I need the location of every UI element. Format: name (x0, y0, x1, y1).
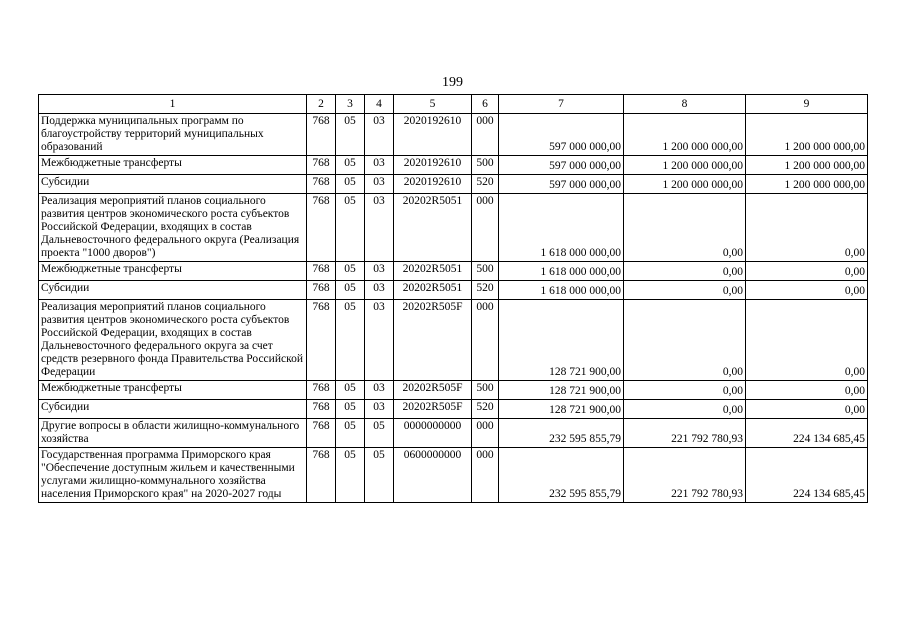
table-row (39, 381, 868, 400)
ministry-code: 768 (307, 281, 336, 300)
column-header: 8 (624, 95, 746, 114)
amount-col8: 0,00 (624, 300, 746, 381)
section-code: 05 (336, 300, 365, 381)
ministry-code: 768 (307, 114, 336, 156)
section-code: 05 (336, 419, 365, 448)
amount-col7: 597 000 000,00 (499, 175, 624, 194)
ministry-code: 768 (307, 400, 336, 419)
amount-col9: 1 200 000 000,00 (746, 156, 868, 175)
table-row (39, 300, 868, 381)
budget-table (38, 94, 868, 503)
table-header-row (39, 95, 868, 114)
row-name: Государственная программа Приморского края "Обеспечение доступным жильем и качественными услугами жилищно-коммунального хозяйства населения Приморского края" на 2020-2027 годы (39, 448, 307, 503)
page-number: 199 (442, 75, 463, 90)
ministry-code: 768 (307, 156, 336, 175)
row-name: Реализация мероприятий планов социального развития центров экономического роста субъектов Российской Федерации, входящих в состав Дальневосточного федерального округа (Реализация проекта "1000 дворов") (39, 194, 307, 262)
ministry-code: 768 (307, 175, 336, 194)
amount-col9: 0,00 (746, 194, 868, 262)
subsection-code: 03 (365, 381, 394, 400)
amount-col7: 232 595 855,79 (499, 419, 624, 448)
amount-col7: 232 595 855,79 (499, 448, 624, 503)
column-header: 7 (499, 95, 624, 114)
amount-col7: 597 000 000,00 (499, 156, 624, 175)
column-header: 2 (307, 95, 336, 114)
expense-type-code: 520 (472, 175, 499, 194)
subsection-code: 03 (365, 400, 394, 419)
target-article-code: 0600000000 (394, 448, 472, 503)
table-row (39, 448, 868, 503)
table-row (39, 114, 868, 156)
expense-type-code: 000 (472, 300, 499, 381)
expense-type-code: 500 (472, 262, 499, 281)
expense-type-code: 000 (472, 448, 499, 503)
target-article-code: 2020192610 (394, 156, 472, 175)
section-code: 05 (336, 175, 365, 194)
target-article-code: 20202R505F (394, 381, 472, 400)
section-code: 05 (336, 156, 365, 175)
target-article-code: 2020192610 (394, 114, 472, 156)
ministry-code: 768 (307, 381, 336, 400)
amount-col8: 0,00 (624, 381, 746, 400)
section-code: 05 (336, 194, 365, 262)
column-header: 6 (472, 95, 499, 114)
column-header: 3 (336, 95, 365, 114)
section-code: 05 (336, 114, 365, 156)
expense-type-code: 520 (472, 400, 499, 419)
amount-col8: 1 200 000 000,00 (624, 114, 746, 156)
expense-type-code: 500 (472, 381, 499, 400)
subsection-code: 03 (365, 262, 394, 281)
ministry-code: 768 (307, 419, 336, 448)
amount-col7: 1 618 000 000,00 (499, 194, 624, 262)
expense-type-code: 000 (472, 419, 499, 448)
amount-col7: 1 618 000 000,00 (499, 262, 624, 281)
ministry-code: 768 (307, 194, 336, 262)
target-article-code: 20202R5051 (394, 281, 472, 300)
row-name: Субсидии (39, 281, 307, 300)
target-article-code: 0000000000 (394, 419, 472, 448)
amount-col9: 0,00 (746, 281, 868, 300)
table-row (39, 400, 868, 419)
amount-col9: 224 134 685,45 (746, 448, 868, 503)
amount-col8: 0,00 (624, 194, 746, 262)
amount-col7: 128 721 900,00 (499, 381, 624, 400)
subsection-code: 05 (365, 448, 394, 503)
table-row (39, 156, 868, 175)
subsection-code: 03 (365, 175, 394, 194)
expense-type-code: 520 (472, 281, 499, 300)
subsection-code: 03 (365, 156, 394, 175)
subsection-code: 03 (365, 114, 394, 156)
amount-col9: 1 200 000 000,00 (746, 114, 868, 156)
amount-col7: 597 000 000,00 (499, 114, 624, 156)
amount-col8: 1 200 000 000,00 (624, 156, 746, 175)
amount-col9: 1 200 000 000,00 (746, 175, 868, 194)
subsection-code: 03 (365, 194, 394, 262)
amount-col7: 1 618 000 000,00 (499, 281, 624, 300)
amount-col9: 224 134 685,45 (746, 419, 868, 448)
row-name: Межбюджетные трансферты (39, 381, 307, 400)
amount-col8: 0,00 (624, 281, 746, 300)
column-header: 5 (394, 95, 472, 114)
target-article-code: 20202R5051 (394, 194, 472, 262)
section-code: 05 (336, 448, 365, 503)
section-code: 05 (336, 262, 365, 281)
expense-type-code: 000 (472, 194, 499, 262)
table-row (39, 194, 868, 262)
amount-col9: 0,00 (746, 381, 868, 400)
target-article-code: 20202R5051 (394, 262, 472, 281)
target-article-code: 2020192610 (394, 175, 472, 194)
amount-col9: 0,00 (746, 400, 868, 419)
section-code: 05 (336, 281, 365, 300)
amount-col8: 0,00 (624, 262, 746, 281)
amount-col8: 1 200 000 000,00 (624, 175, 746, 194)
column-header: 1 (39, 95, 307, 114)
row-name: Межбюджетные трансферты (39, 262, 307, 281)
ministry-code: 768 (307, 300, 336, 381)
row-name: Субсидии (39, 400, 307, 419)
amount-col8: 0,00 (624, 400, 746, 419)
table-row (39, 175, 868, 194)
amount-col9: 0,00 (746, 262, 868, 281)
subsection-code: 03 (365, 300, 394, 381)
table-row (39, 262, 868, 281)
row-name: Реализация мероприятий планов социального развития центров экономического роста субъектов Российской Федерации, входящих в состав Дальневосточного федерального округа за счет средств резервного фонда Правительства Российской Федерации (39, 300, 307, 381)
table-row (39, 419, 868, 448)
ministry-code: 768 (307, 262, 336, 281)
row-name: Субсидии (39, 175, 307, 194)
target-article-code: 20202R505F (394, 400, 472, 419)
amount-col9: 0,00 (746, 300, 868, 381)
row-name: Межбюджетные трансферты (39, 156, 307, 175)
section-code: 05 (336, 381, 365, 400)
target-article-code: 20202R505F (394, 300, 472, 381)
expense-type-code: 000 (472, 114, 499, 156)
amount-col8: 221 792 780,93 (624, 448, 746, 503)
subsection-code: 05 (365, 419, 394, 448)
ministry-code: 768 (307, 448, 336, 503)
amount-col7: 128 721 900,00 (499, 400, 624, 419)
amount-col8: 221 792 780,93 (624, 419, 746, 448)
subsection-code: 03 (365, 281, 394, 300)
row-name: Другие вопросы в области жилищно-коммунального хозяйства (39, 419, 307, 448)
table-row (39, 281, 868, 300)
column-header: 9 (746, 95, 868, 114)
row-name: Поддержка муниципальных программ по благоустройству территорий муниципальных образований (39, 114, 307, 156)
amount-col7: 128 721 900,00 (499, 300, 624, 381)
column-header: 4 (365, 95, 394, 114)
expense-type-code: 500 (472, 156, 499, 175)
section-code: 05 (336, 400, 365, 419)
